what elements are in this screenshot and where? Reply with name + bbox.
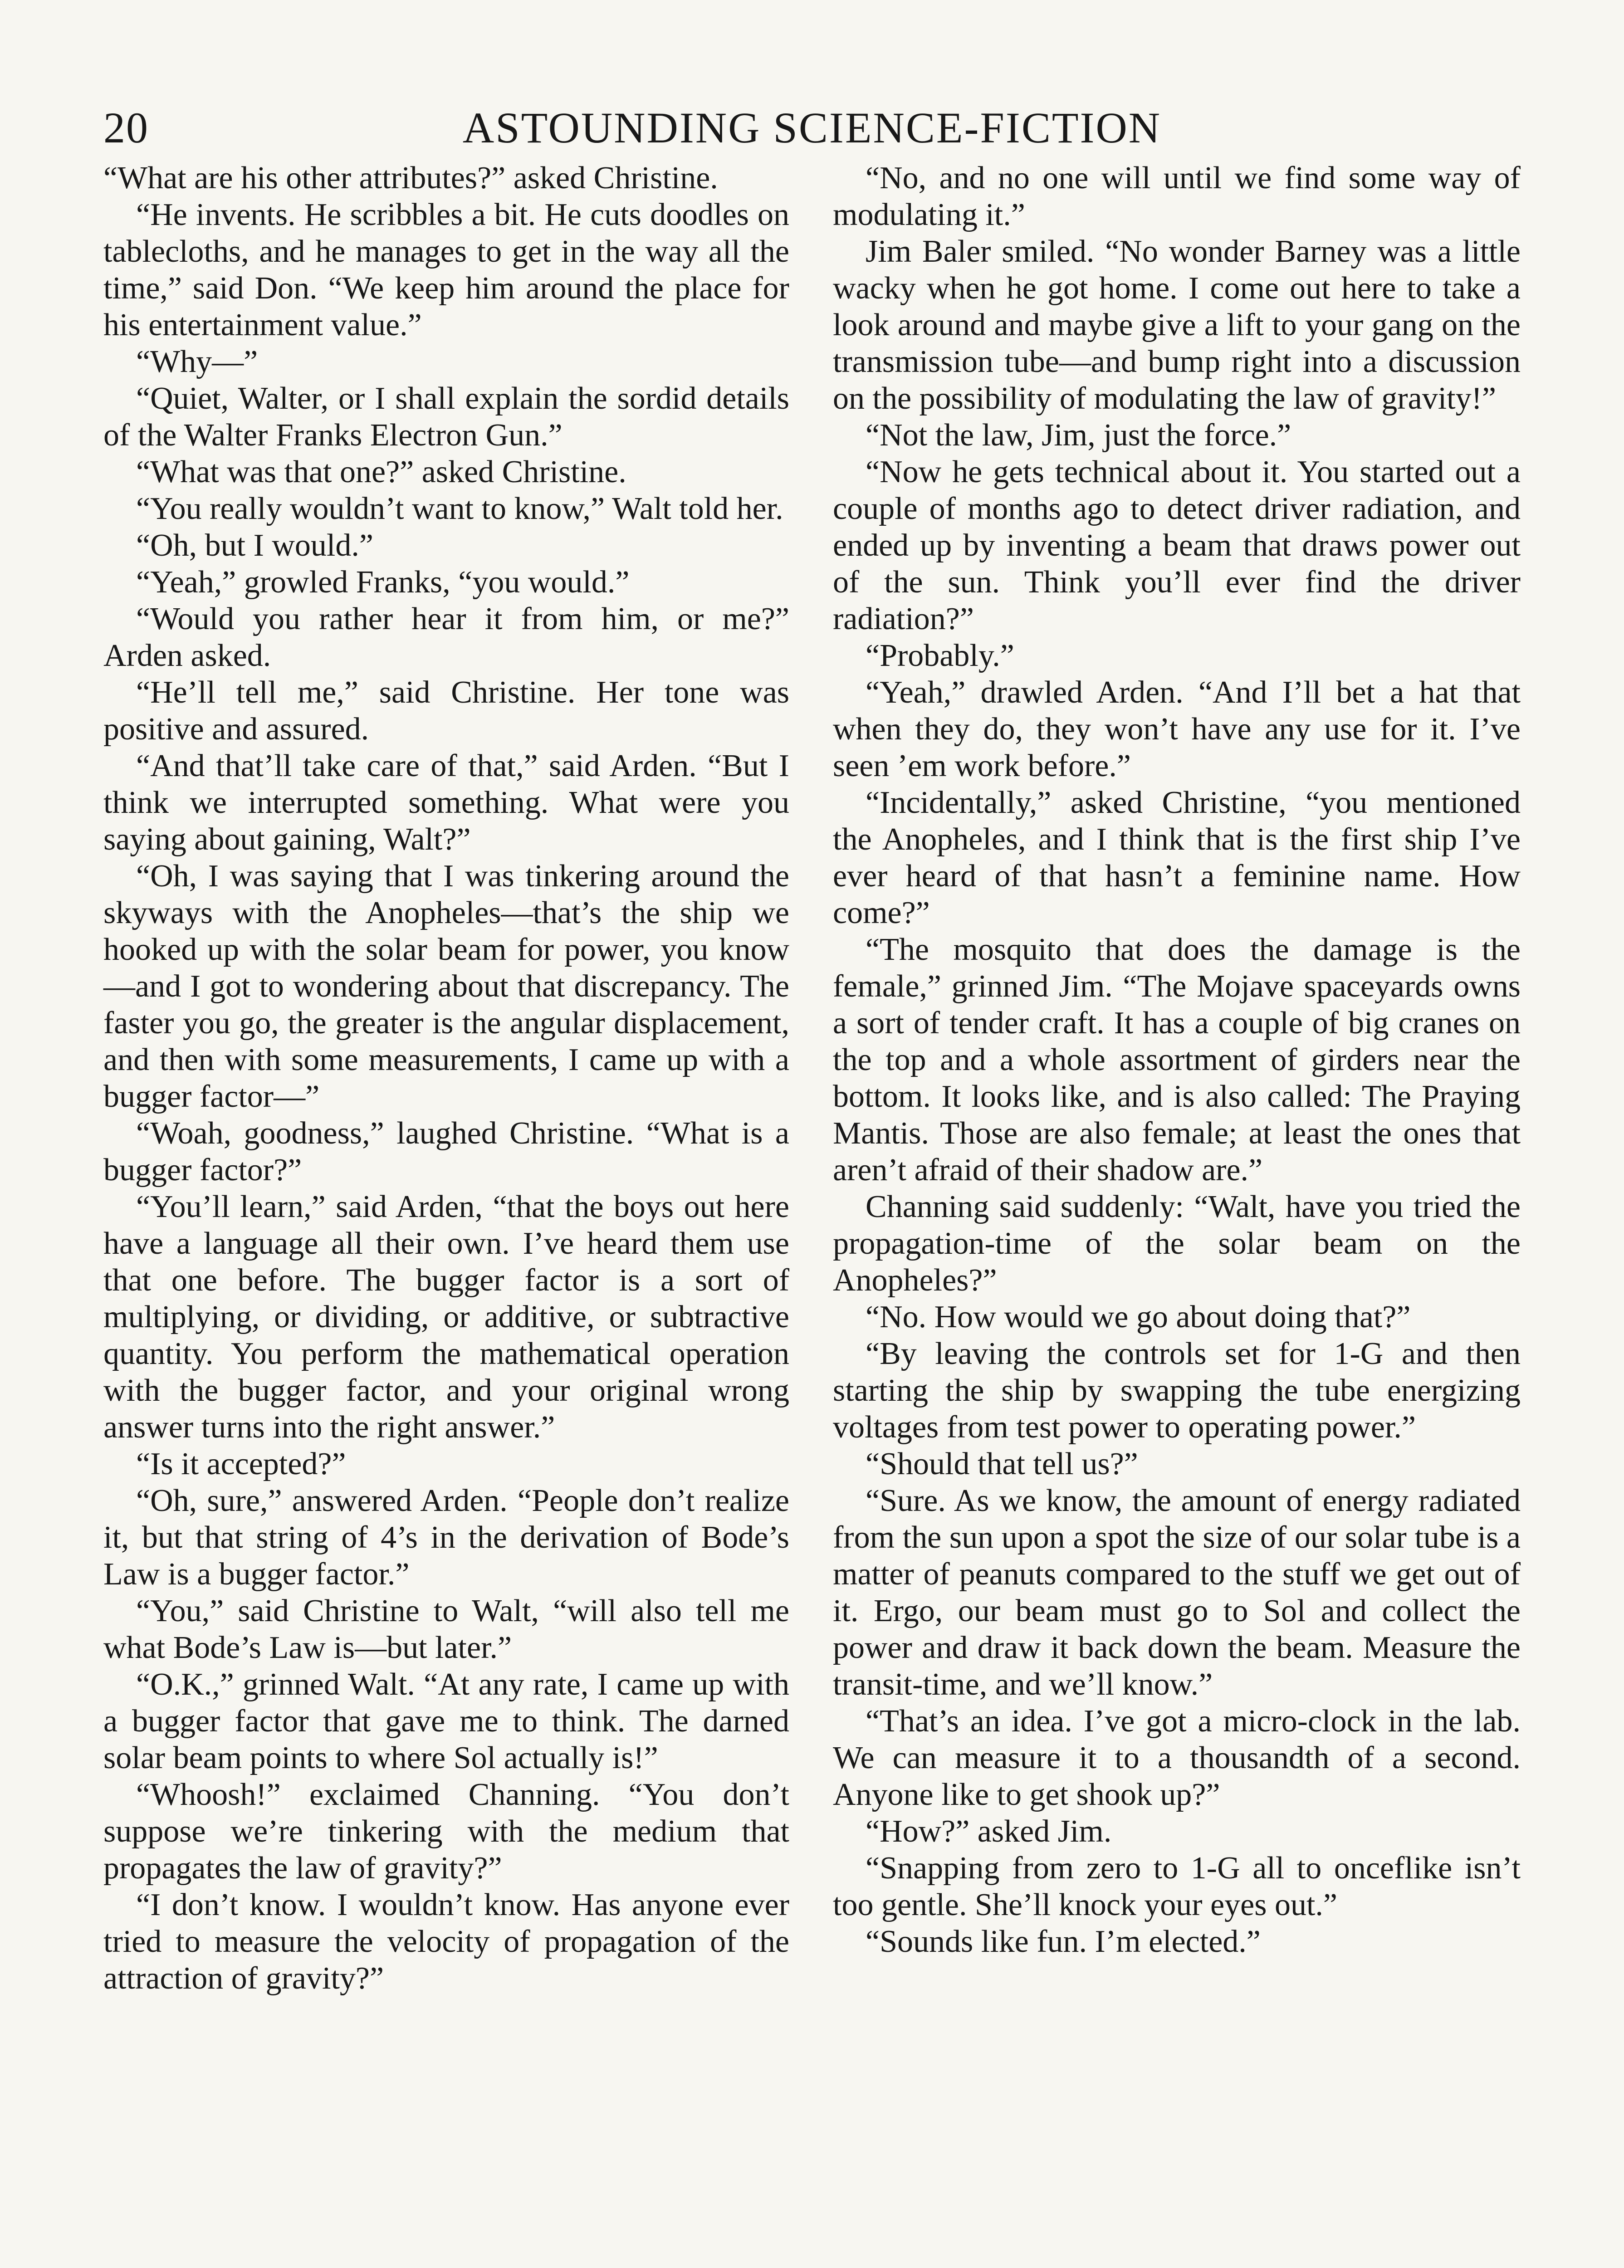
right-column (833, 160, 1521, 1960)
paragraph: “Now he gets technical about it. You started out a couple of months ago to detect driver radiation, and ended up by inventing a beam that draws power out of the sun. Think you’ll ever find the driver radiation?” (833, 455, 1521, 636)
paragraph: “Snapping from zero to 1-G all to onceflike isn’t too gentle. She’ll knock your eyes out.” (833, 1851, 1521, 1922)
left-column (103, 160, 789, 1997)
paragraph: “Sounds like fun. I’m elected.” (866, 1924, 1261, 1959)
paragraph: “Whoosh!” exclaimed Channing. “You don’t suppose we’re tinkering with the medium that propagates the law of gravity?” (103, 1777, 789, 1886)
paragraph: “The mosquito that does the damage is the female,” grinned Jim. “The Mojave spaceyards owns a sort of tender craft. It has a couple of big cranes on the top and a whole assortment of girders near the bottom. It looks like, and is also called: The Praying Mantis. Those are also female; at least the ones that aren’t afraid of their shadow are.” (833, 932, 1521, 1188)
paragraph: “That’s an idea. I’ve got a micro-clock in the lab. We can measure it to a thousandth of a second. Anyone like to get shook up?” (833, 1704, 1521, 1812)
paragraph: “You really wouldn’t want to know,” Walt told her. (136, 491, 783, 526)
running-head: ASTOUNDING SCIENCE-FICTION (462, 103, 1162, 152)
paragraph: “Yeah,” growled Franks, “you would.” (136, 565, 630, 600)
paragraph: “Incidentally,” asked Christine, “you mentioned the Anopheles, and I think that is the first ship I’ve ever heard of that hasn’t a feminine name. How come?” (833, 785, 1521, 930)
paragraph: “Sure. As we know, the amount of energy radiated from the sun upon a spot the size of our solar tube is a matter of peanuts compared to the stuff we get out of it. Ergo, our beam must go to Sol and collect the power and draw it back down the beam. Measure the transit-time, and we’ll know.” (833, 1483, 1521, 1702)
paragraph: “Oh, sure,” answered Arden. “People don’t realize it, but that string of 4’s in the derivation of Bode’s Law is a bugger factor.” (103, 1483, 789, 1592)
paragraph: “Probably.” (866, 638, 1014, 673)
paragraph: “Would you rather hear it from him, or me?” Arden asked. (103, 601, 789, 673)
paragraph: “Not the law, Jim, just the force.” (866, 418, 1291, 453)
paragraph: “Oh, I was saying that I was tinkering around the skyways with the Anopheles—that’s the ship we hooked up with the solar beam for power, you know—and I got to wondering about that discrepancy. The faster you go, the greater is the angular displacement, and then with some measurements, I came up with a bugger factor—” (103, 859, 789, 1114)
paragraph: “Quiet, Walter, or I shall explain the sordid details of the Walter Franks Electron Gun.” (103, 381, 789, 453)
paragraph: “You,” said Christine to Walt, “will also tell me what Bode’s Law is—but later.” (103, 1593, 789, 1665)
paragraph: “What are his other attributes?” asked Christine. (103, 161, 718, 196)
page-number: 20 (103, 103, 149, 152)
paragraph: “And that’ll take care of that,” said Arden. “But I think we interrupted something. What were you saying about gaining, Walt?” (103, 748, 789, 857)
paragraph: “Is it accepted?” (136, 1447, 346, 1481)
paragraph: “No, and no one will until we find some way of modulating it.” (833, 161, 1521, 232)
paragraph: “Why—” (136, 344, 258, 379)
paragraph: Channing said suddenly: “Walt, have you tried the propagation-time of the solar beam on the Anopheles?” (833, 1189, 1521, 1298)
paragraph: “You’ll learn,” said Arden, “that the boys out here have a language all their own. I’ve heard them use that one before. The bugger factor is a sort of multiplying, or dividing, or additive, or subtractive quantity. You perform the mathematical operation with the bugger factor, and your original wrong answer turns into the right answer.” (103, 1189, 789, 1445)
paragraph: “Yeah,” drawled Arden. “And I’ll bet a hat that when they do, they won’t have any use for it. I’ve seen ’em work before.” (833, 675, 1521, 783)
paragraph: “How?” asked Jim. (866, 1814, 1112, 1849)
paragraph: “Oh, but I would.” (136, 528, 373, 563)
paragraph: “O.K.,” grinned Walt. “At any rate, I came up with a bugger factor that gave me to think. The darned solar beam points to where Sol actually is!” (103, 1667, 789, 1775)
paragraph: “He invents. He scribbles a bit. He cuts doodles on tablecloths, and he manages to get in the way all the time,” said Don. “We keep him around the place for his entertainment value.” (103, 197, 789, 342)
paragraph: “He’ll tell me,” said Christine. Her tone was positive and assured. (103, 675, 789, 747)
paragraph: “No. How would we go about doing that?” (866, 1300, 1411, 1334)
paragraph: “What was that one?” asked Christine. (136, 455, 626, 489)
paragraph: Jim Baler smiled. “No wonder Barney was a little wacky when he got home. I come out here to take a look around and maybe give a lift to your gang on the transmission tube—and bump right into a discussion on the possibility of modulating the law of gravity!” (833, 234, 1521, 416)
paragraph: “Woah, goodness,” laughed Christine. “What is a bugger factor?” (103, 1116, 789, 1188)
page-header (103, 96, 1521, 160)
paragraph: “Should that tell us?” (866, 1447, 1138, 1481)
paragraph: “I don’t know. I wouldn’t know. Has anyone ever tried to measure the velocity of propagation of the attraction of gravity?” (103, 1887, 789, 1996)
paragraph: “By leaving the controls set for 1-G and then starting the ship by swapping the tube energizing voltages from test power to operating power.” (833, 1336, 1521, 1445)
